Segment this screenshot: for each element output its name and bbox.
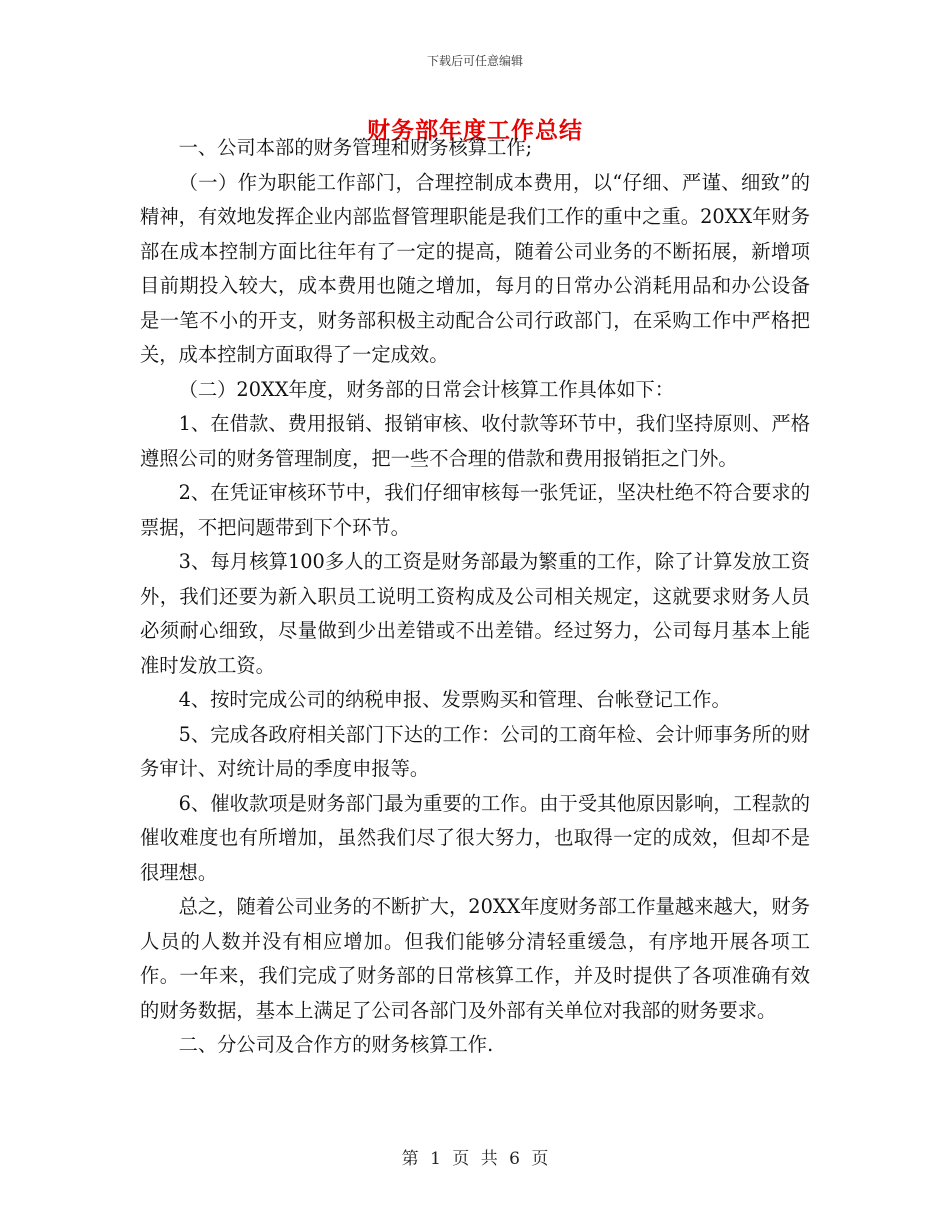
section-heading: 一、公司本部的财务管理和财务核算工作; bbox=[178, 136, 533, 159]
list-item: 4、按时完成公司的纳税申报、发票购买和管理、台帐登记工作。 bbox=[178, 688, 731, 711]
paragraph: （一）作为职能工作部门，合理控制成本费用，以“仔细、严谨、细致”的精神，有效地发挥企业内部监督管理职能是我们工作的重中之重。20XX年财务部在成本控制方面比往年有了一定的提高，随着公司业务的不断拓展，新增项目前期投入较大，成本费用也随之增加，每月的日常办公消耗用品和办公设备是一笔不小的开支，财务部积极主动配合公司行政部门，在采购工作中严格把关，成本控制方面取得了一定成效。 bbox=[140, 170, 810, 366]
section-heading: 二、分公司及合作方的财务核算工作. bbox=[178, 1033, 494, 1056]
paragraph: 总之，随着公司业务的不断扩大，20XX年度财务部工作量越来越大，财务人员的人数并没有相应增加。但我们能够分清轻重缓急，有序地开展各项工作。一年来，我们完成了财务部的日常核算工作，并及时提供了各项准确有效的财务数据，基本上满足了公司各部门及外部有关单位对我部的财务要求。 bbox=[140, 895, 810, 1022]
document-body bbox=[140, 131, 810, 1063]
document-title: 财务部年度工作总结 bbox=[367, 118, 583, 144]
page-header-note: 下载后可任意编辑 bbox=[426, 54, 523, 68]
list-item: 5、完成各政府相关部门下达的工作：公司的工商年检、会计师事务所的财务审计、对统计局的季度申报等。 bbox=[140, 722, 810, 780]
list-item: 2、在凭证审核环节中，我们仔细审核每一张凭证，坚决杜绝不符合要求的票据，不把问题带到下个环节。 bbox=[140, 481, 810, 539]
list-item: 3、每月核算100多人的工资是财务部最为繁重的工作，除了计算发放工资外，我们还要为新入职员工说明工资构成及公司相关规定，这就要求财务人员必须耐心细致，尽量做到少出差错或不出差错。经过努力，公司每月基本上能准时发放工资。 bbox=[140, 550, 810, 677]
paragraph: （二）20XX年度，财务部的日常会计核算工作具体如下： bbox=[178, 377, 675, 401]
list-item: 6、催收款项是财务部门最为重要的工作。由于受其他原因影响，工程款的催收难度也有所增加，虽然我们尽了很大努力，也取得一定的成效，但却不是很理想。 bbox=[140, 791, 810, 884]
list-item: 1、在借款、费用报销、报销审核、收付款等环节中，我们坚持原则、严格遵照公司的财务管理制度，把一些不合理的借款和费用报销拒之门外。 bbox=[140, 412, 810, 470]
page-number: 第 1 页 共 6 页 bbox=[401, 1149, 549, 1169]
